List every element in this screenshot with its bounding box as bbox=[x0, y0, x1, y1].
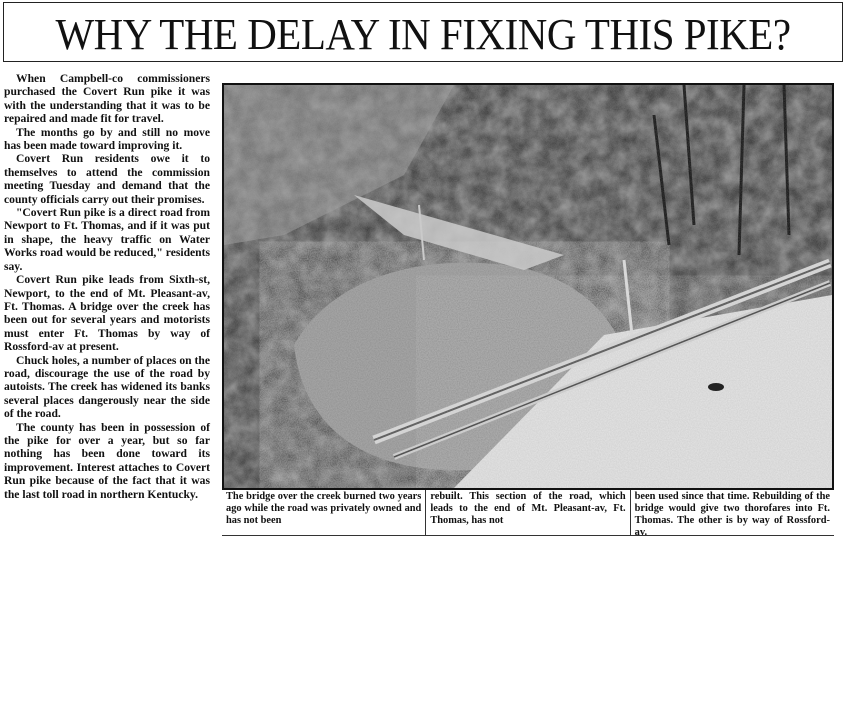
photo-caption bbox=[222, 490, 834, 536]
caption-column: been used since that time. Rebuilding of the bridge would give two thorofares into Ft. Thomas. The other is by way of Rossford-av. bbox=[634, 491, 830, 538]
article-body bbox=[4, 72, 210, 501]
article-paragraph: The months go by and still no move has been made toward improving it. bbox=[4, 125, 210, 153]
article-paragraph: Covert Run pike leads from Sixth-st, Newport, to the end of Mt. Pleasant-av, Ft. Thomas. A bridge over the creek has been out for several years and motorists must enter Ft. Thomas by way of Rossford-av at present. bbox=[4, 273, 210, 354]
article-paragraph: When Campbell-co commissioners purchased the Covert Run pike it was with the understanding that it was to be repaired and made fit for travel. bbox=[4, 72, 210, 126]
caption-column: The bridge over the creek burned two years ago while the road was privately owned and has not been bbox=[222, 490, 426, 535]
caption-column: rebuilt. This section of the road, which leads to the end of Mt. Pleasant-av, Ft. Thomas, has not bbox=[426, 490, 630, 535]
article-paragraph: Covert Run residents owe it to themselves to attend the commission meeting Tuesday and demand that the county officials carry out their promises. bbox=[4, 152, 210, 206]
news-photo bbox=[222, 83, 834, 490]
article-paragraph: The county has been in possession of the pike for over a year, but so far nothing has been done toward its improvement. Interest attaches to Covert Run pike because of the fact that it was the last toll road in northern Kentucky. bbox=[4, 420, 210, 501]
headline-box bbox=[3, 2, 843, 62]
article-paragraph: "Covert Run pike is a direct road from Newport to Ft. Thomas, and if it was put in shape, the heavy traffic on Water Works road would be reduced," residents say. bbox=[4, 206, 210, 273]
bridge-photo-icon bbox=[224, 85, 832, 488]
article-paragraph: Chuck holes, a number of places on the road, discourage the use of the road by autoists. The creek has widened its banks several places dangerously near the side of the road. bbox=[4, 353, 210, 421]
headline: WHY THE DELAY IN FIXING THIS PIKE? bbox=[55, 10, 791, 59]
